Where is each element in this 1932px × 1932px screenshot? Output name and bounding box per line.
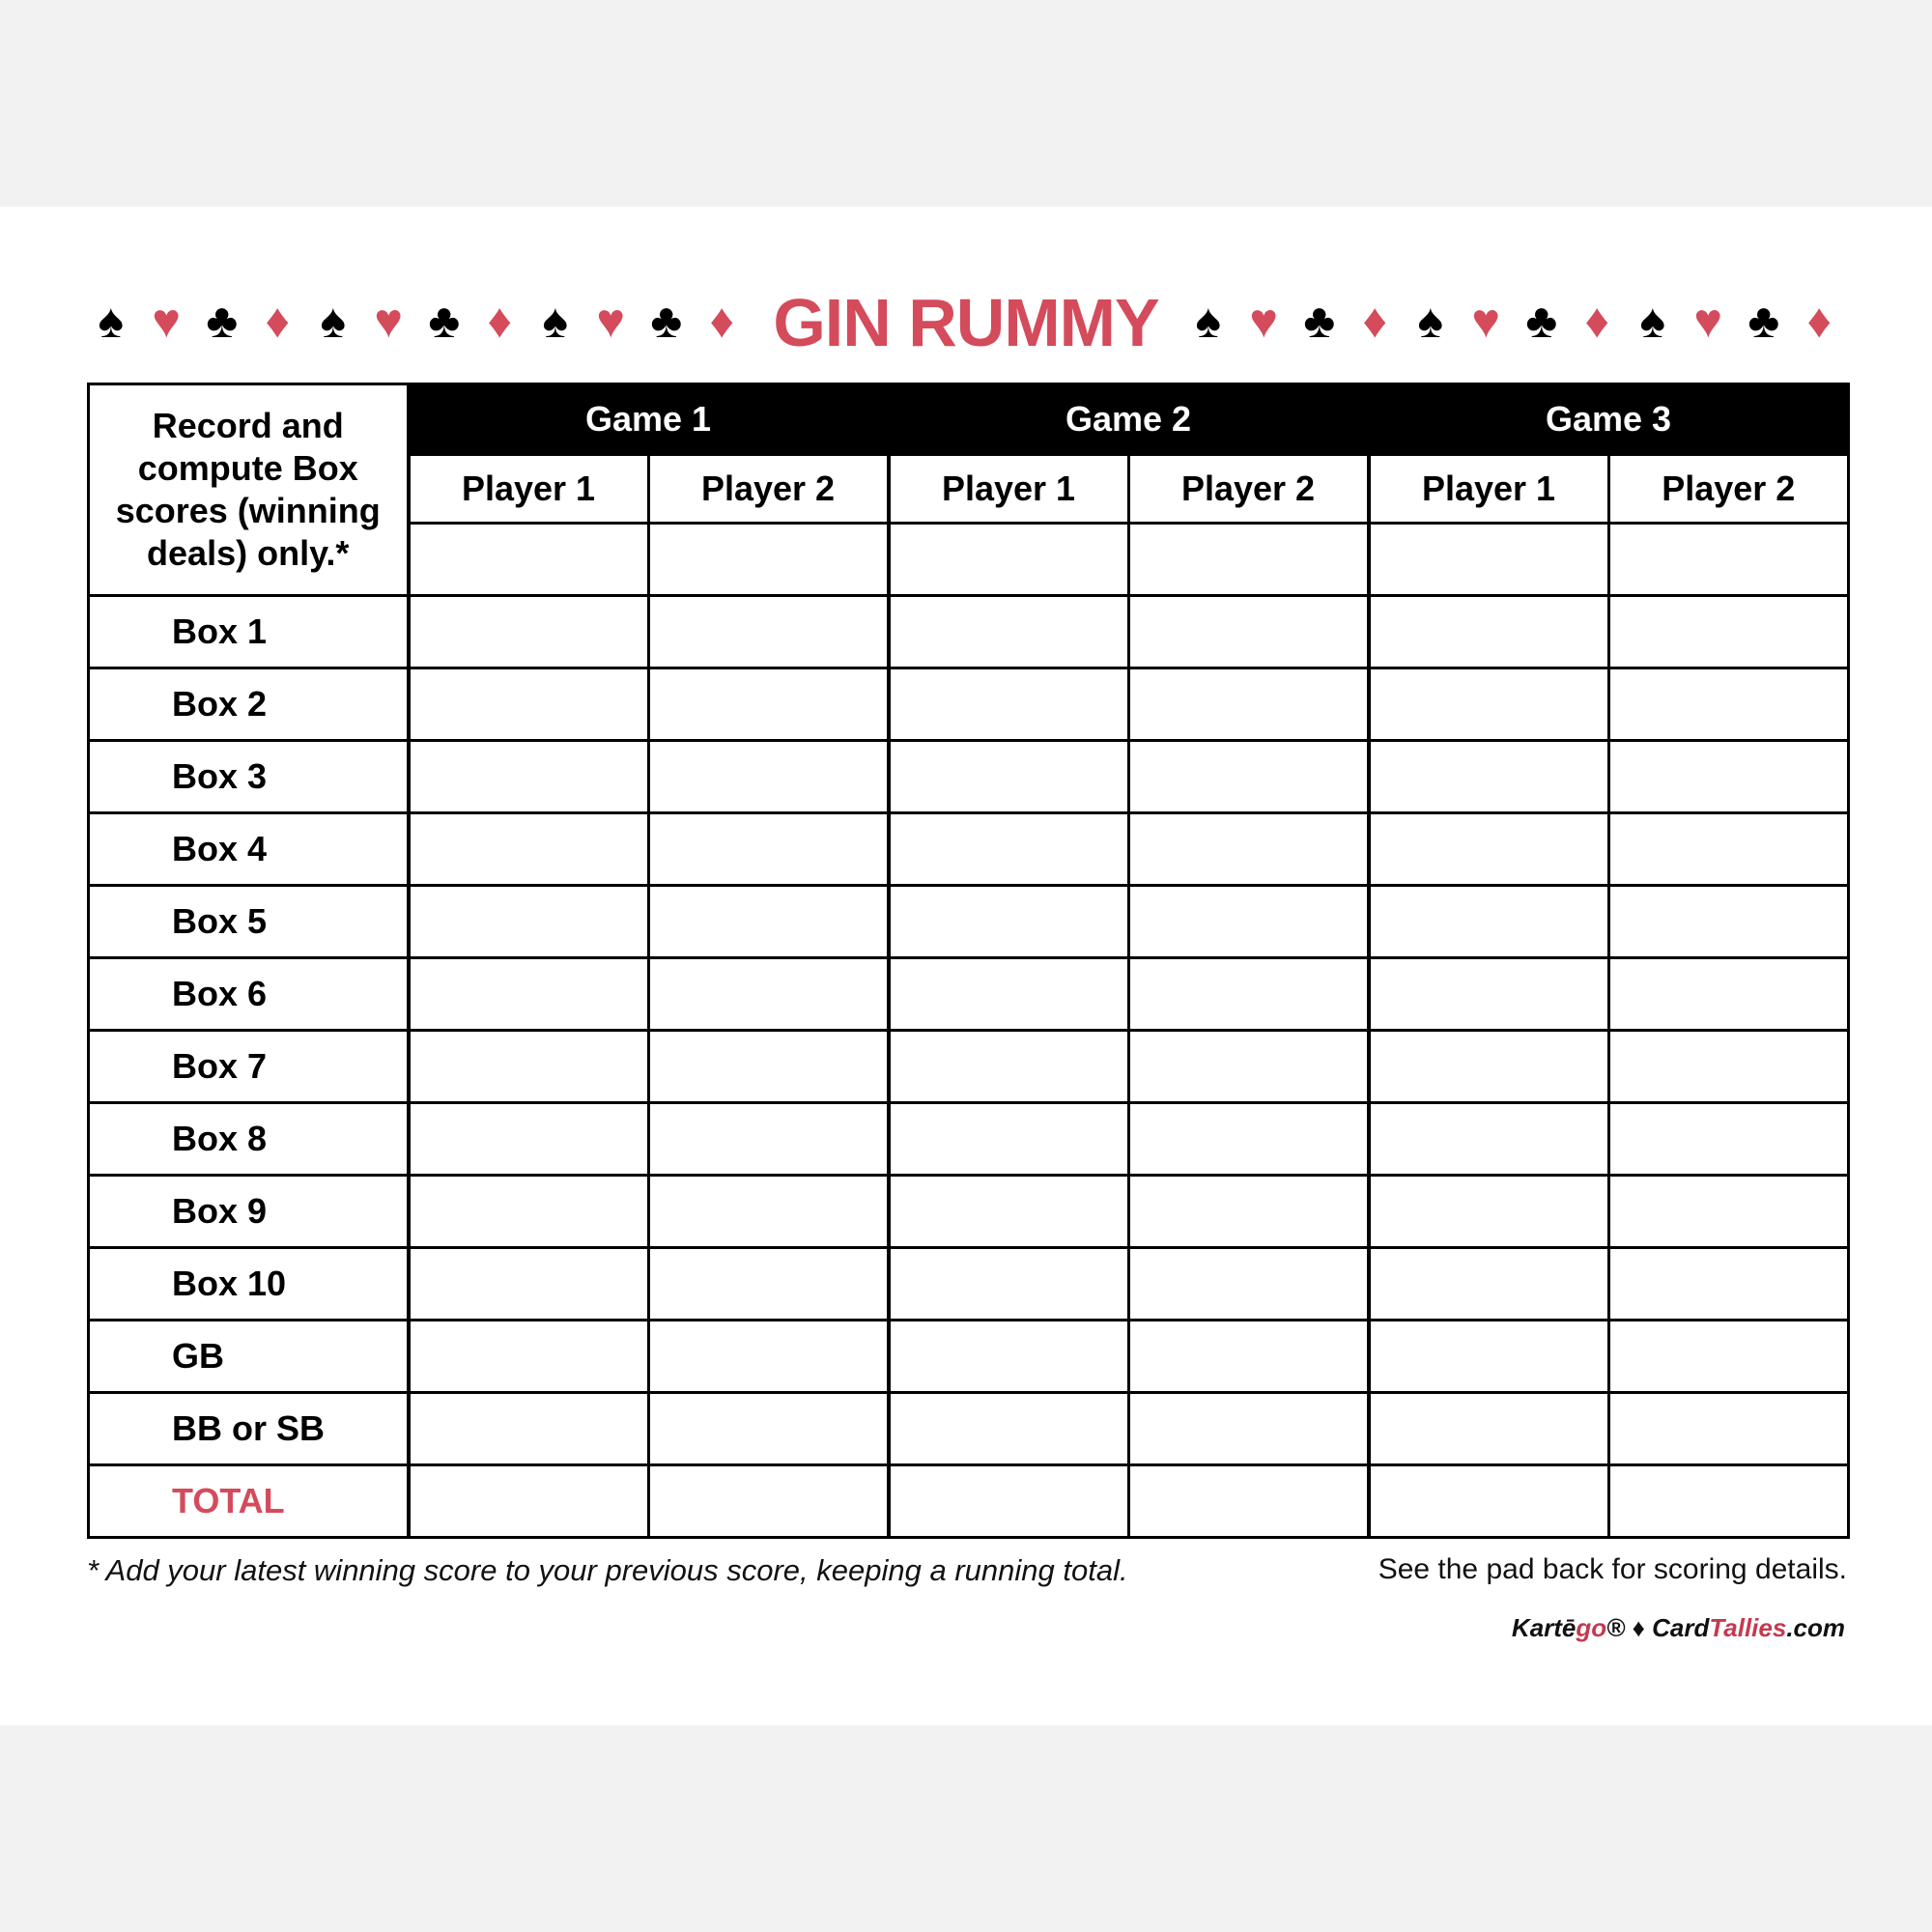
heart-icon: ♥ <box>374 294 404 348</box>
score-cell[interactable] <box>1128 958 1369 1031</box>
score-cell[interactable] <box>1608 1393 1849 1465</box>
spade-icon: ♠ <box>542 294 569 348</box>
score-cell[interactable] <box>1128 741 1369 813</box>
diamond-icon: ♦ <box>1362 294 1387 348</box>
score-cell[interactable] <box>409 596 649 668</box>
score-cell[interactable] <box>409 1393 649 1465</box>
table-row <box>89 1031 1849 1103</box>
score-cell[interactable] <box>1128 813 1369 886</box>
score-cell[interactable] <box>1369 596 1609 668</box>
heart-icon: ♥ <box>152 294 182 348</box>
score-cell[interactable] <box>889 1103 1129 1176</box>
table-row <box>89 1465 1849 1538</box>
row-label: Box 1 <box>89 596 409 668</box>
table-row <box>89 668 1849 741</box>
score-cell[interactable] <box>409 1321 649 1393</box>
club-icon: ♣ <box>428 294 461 348</box>
score-cell[interactable] <box>1608 1103 1849 1176</box>
brand-go: go <box>1576 1613 1607 1642</box>
score-cell[interactable] <box>648 1176 889 1248</box>
table-row <box>89 958 1849 1031</box>
score-cell[interactable] <box>1608 596 1849 668</box>
diamond-icon: ♦ <box>1584 294 1609 348</box>
score-cell[interactable] <box>1369 1248 1609 1321</box>
score-cell[interactable] <box>1608 741 1849 813</box>
brand-footer <box>1512 1613 1845 1643</box>
game-2-player-1-name-cell[interactable] <box>889 524 1129 596</box>
score-cell[interactable] <box>1369 886 1609 958</box>
score-cell[interactable] <box>1608 1031 1849 1103</box>
table-row <box>89 1393 1849 1465</box>
score-cell[interactable] <box>1369 958 1609 1031</box>
score-cell[interactable] <box>409 741 649 813</box>
table-row <box>89 1248 1849 1321</box>
club-icon: ♣ <box>650 294 683 348</box>
diamond-icon: ♦ <box>709 294 734 348</box>
spade-icon: ♠ <box>1639 294 1666 348</box>
score-cell[interactable] <box>889 1031 1129 1103</box>
score-cell[interactable] <box>648 886 889 958</box>
score-cell[interactable] <box>409 1465 649 1538</box>
score-cell[interactable] <box>648 1393 889 1465</box>
score-cell[interactable] <box>648 1465 889 1538</box>
score-cell[interactable] <box>648 1321 889 1393</box>
score-cell[interactable] <box>1369 1103 1609 1176</box>
score-cell[interactable] <box>889 1248 1129 1321</box>
score-cell[interactable] <box>1128 1321 1369 1393</box>
score-cell[interactable] <box>1128 886 1369 958</box>
score-cell[interactable] <box>889 1176 1129 1248</box>
score-cell[interactable] <box>1608 958 1849 1031</box>
score-cell[interactable] <box>1369 1321 1609 1393</box>
score-cell[interactable] <box>1608 886 1849 958</box>
game-3-player-1-name-cell[interactable] <box>1369 524 1609 596</box>
game-1-player-2-header: Player 2 <box>648 455 889 524</box>
diamond-icon: ♦ <box>1806 294 1832 348</box>
instructions-cell: Record and compute Box scores (winning deals) only.* <box>89 384 409 596</box>
score-cell[interactable] <box>648 1248 889 1321</box>
score-cell[interactable] <box>409 813 649 886</box>
score-cell[interactable] <box>1128 1465 1369 1538</box>
score-cell[interactable] <box>1608 1321 1849 1393</box>
score-cell[interactable] <box>889 813 1129 886</box>
table-row <box>89 1321 1849 1393</box>
table-row <box>89 813 1849 886</box>
brand-registered: ® <box>1606 1613 1626 1642</box>
game-3-player-2-name-cell[interactable] <box>1608 524 1849 596</box>
score-cell[interactable] <box>409 1103 649 1176</box>
game-3-header: Game 3 <box>1369 384 1849 455</box>
score-cell[interactable] <box>1369 1465 1609 1538</box>
score-cell[interactable] <box>409 1031 649 1103</box>
score-cell[interactable] <box>1369 741 1609 813</box>
score-cell[interactable] <box>1608 1176 1849 1248</box>
score-cell[interactable] <box>889 1465 1129 1538</box>
score-cell[interactable] <box>1128 596 1369 668</box>
game-3-player-2-header: Player 2 <box>1608 455 1849 524</box>
club-icon: ♣ <box>1303 294 1336 348</box>
score-cell[interactable] <box>409 886 649 958</box>
score-cell[interactable] <box>1128 1393 1369 1465</box>
row-label: Box 4 <box>89 813 409 886</box>
score-cell[interactable] <box>1128 1248 1369 1321</box>
score-cell[interactable] <box>889 886 1129 958</box>
diamond-icon: ♦ <box>265 294 290 348</box>
score-cell[interactable] <box>409 958 649 1031</box>
row-label: Box 5 <box>89 886 409 958</box>
row-label: Box 2 <box>89 668 409 741</box>
score-cell[interactable] <box>1608 1465 1849 1538</box>
heart-icon: ♥ <box>1249 294 1279 348</box>
score-cell[interactable] <box>648 668 889 741</box>
spade-icon: ♠ <box>320 294 347 348</box>
spade-icon: ♠ <box>98 294 125 348</box>
brand-card: Card <box>1652 1613 1710 1642</box>
game-1-player-1-header: Player 1 <box>409 455 649 524</box>
row-label: Box 3 <box>89 741 409 813</box>
game-3-player-1-header: Player 1 <box>1369 455 1609 524</box>
score-cell[interactable] <box>409 1248 649 1321</box>
game-1-player-2-name-cell[interactable] <box>648 524 889 596</box>
score-cell[interactable] <box>1128 1176 1369 1248</box>
heart-icon: ♥ <box>1693 294 1723 348</box>
brand-kart: Kartē <box>1511 1613 1577 1642</box>
row-label: Box 9 <box>89 1176 409 1248</box>
club-icon: ♣ <box>1525 294 1558 348</box>
score-cell[interactable] <box>1608 813 1849 886</box>
score-cell[interactable] <box>1608 668 1849 741</box>
score-cell[interactable] <box>889 958 1129 1031</box>
score-cell[interactable] <box>1128 668 1369 741</box>
score-cell[interactable] <box>409 1176 649 1248</box>
game-1-player-1-name-cell[interactable] <box>409 524 649 596</box>
suit-border-left <box>83 290 750 352</box>
score-table <box>87 383 1850 1539</box>
table-row <box>89 1176 1849 1248</box>
score-cell[interactable] <box>1369 1031 1609 1103</box>
diamond-icon: ♦ <box>1632 1613 1645 1642</box>
score-cell[interactable] <box>648 813 889 886</box>
table-row <box>89 1103 1849 1176</box>
score-cell[interactable] <box>1369 668 1609 741</box>
score-cell[interactable] <box>648 741 889 813</box>
row-label: BB or SB <box>89 1393 409 1465</box>
heart-icon: ♥ <box>1471 294 1501 348</box>
score-cell[interactable] <box>889 1321 1129 1393</box>
score-cell[interactable] <box>889 1393 1129 1465</box>
score-cell[interactable] <box>1128 1103 1369 1176</box>
diamond-icon: ♦ <box>487 294 512 348</box>
row-label: Box 7 <box>89 1031 409 1103</box>
spade-icon: ♠ <box>1195 294 1222 348</box>
row-label: GB <box>89 1321 409 1393</box>
table-row <box>89 596 1849 668</box>
table-row <box>89 886 1849 958</box>
score-cell[interactable] <box>889 741 1129 813</box>
score-cell[interactable] <box>648 1103 889 1176</box>
suit-border-right <box>1180 290 1847 352</box>
score-cell[interactable] <box>889 596 1129 668</box>
brand-tallies: Tallies <box>1709 1613 1787 1642</box>
score-cell[interactable] <box>889 668 1129 741</box>
score-cell[interactable] <box>409 668 649 741</box>
score-cell[interactable] <box>1369 1176 1609 1248</box>
row-label: Box 6 <box>89 958 409 1031</box>
row-label: Box 8 <box>89 1103 409 1176</box>
footnote: * Add your latest winning score to your previous score, keeping a running total. <box>87 1553 1128 1587</box>
score-cell[interactable] <box>648 958 889 1031</box>
row-label: TOTAL <box>89 1465 409 1538</box>
brand-com: .com <box>1786 1613 1845 1642</box>
page-title: GIN RUMMY <box>773 285 1159 360</box>
club-icon: ♣ <box>1747 294 1780 348</box>
game-2-header: Game 2 <box>889 384 1369 455</box>
score-cell[interactable] <box>648 596 889 668</box>
score-cell[interactable] <box>1369 1393 1609 1465</box>
spade-icon: ♠ <box>1417 294 1444 348</box>
game-2-player-2-name-cell[interactable] <box>1128 524 1369 596</box>
game-2-player-1-header: Player 1 <box>889 455 1129 524</box>
score-cell[interactable] <box>648 1031 889 1103</box>
row-label: Box 10 <box>89 1248 409 1321</box>
table-row <box>89 741 1849 813</box>
game-1-header: Game 1 <box>409 384 889 455</box>
score-cell[interactable] <box>1128 1031 1369 1103</box>
club-icon: ♣ <box>206 294 239 348</box>
score-cell[interactable] <box>1369 813 1609 886</box>
game-2-player-2-header: Player 2 <box>1128 455 1369 524</box>
score-cell[interactable] <box>1608 1248 1849 1321</box>
heart-icon: ♥ <box>596 294 626 348</box>
back-note: See the pad back for scoring details. <box>1378 1553 1847 1585</box>
